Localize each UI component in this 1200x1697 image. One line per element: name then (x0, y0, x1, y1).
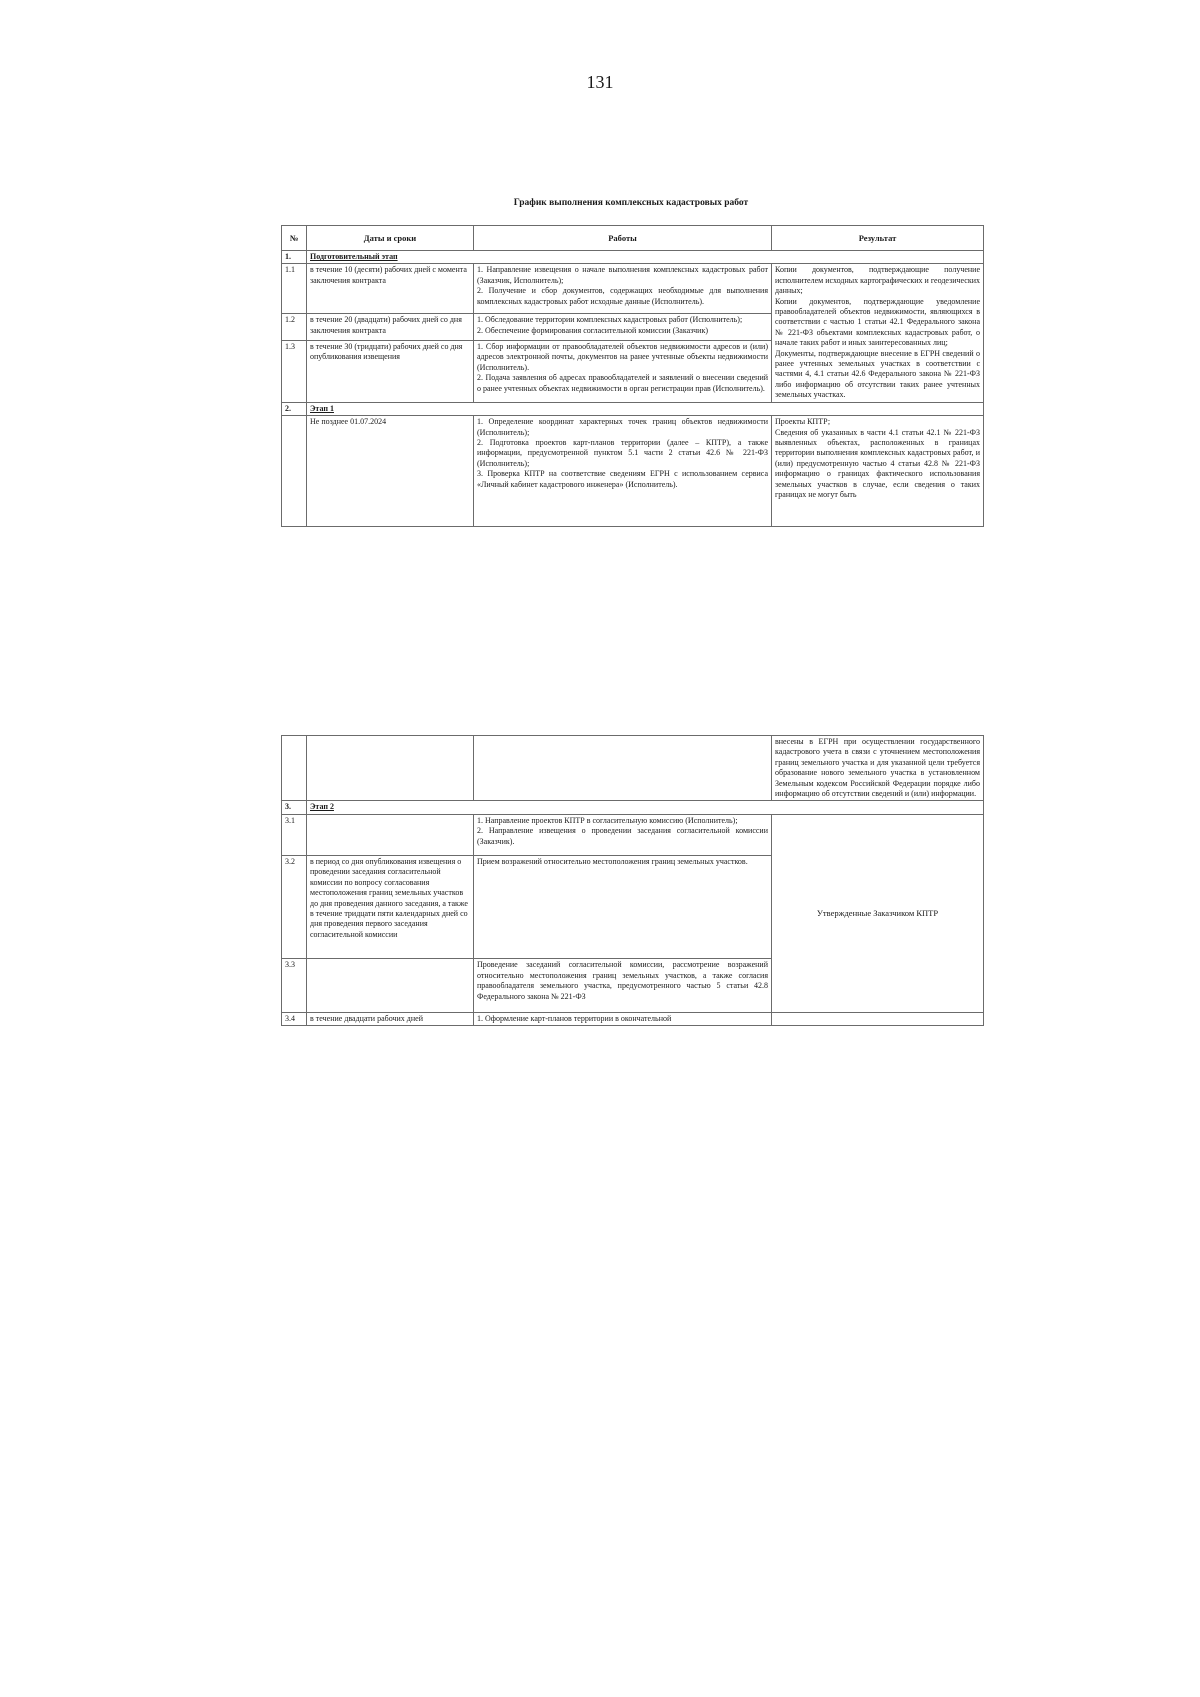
row-works (474, 341, 772, 403)
stage-number: 3. (282, 801, 307, 814)
result-item: Копии документов, подтверждающие получение исполнителем исходных картографических и геодезических данных; (775, 265, 980, 296)
row-result (772, 416, 984, 527)
result-item: Сведения об указанных в части 4.1 статьи 42.1 № 221-ФЗ выявленных объектах, расположенных в границах территории выполнения комплексных кадастровых работ, и (или) предусмотренную частью 4 статьи 42.8 № 221-ФЗ информацию о границах фактического использования земельных участков в случае, если сведения о таких границах не могут быть (775, 427, 980, 499)
work-item: 1. Направление извещения о начале выполнения комплексных кадастровых работ (Заказчик, Исполнитель); (477, 265, 768, 285)
row-number: 3.2 (282, 855, 307, 958)
table-row (282, 264, 984, 314)
row-works: Прием возражений относительно местоположения границ земельных участков. (474, 855, 772, 958)
row-dates (307, 736, 474, 801)
stage-row-2 (282, 801, 984, 814)
row-result (772, 264, 984, 402)
work-item: 2. Подача заявления об адресах правообладателей и заявлений о внесении сведений о ранее учтенных объектах недвижимости в орган регистрации прав (Исполнитель). (477, 373, 768, 393)
row-dates: в течение двадцати рабочих дней (307, 1012, 474, 1025)
row-works (474, 314, 772, 341)
stage-label: Этап 1 (307, 402, 984, 415)
stage-row-preparatory (282, 251, 984, 264)
row-works (474, 264, 772, 314)
row-number: 3.3 (282, 959, 307, 1013)
stage-number: 1. (282, 251, 307, 264)
row-works (474, 736, 772, 801)
row-result (772, 1012, 984, 1025)
table-header-row (282, 226, 984, 251)
work-item: 1. Направление проектов КПТР в согласительную комиссию (Исполнитель); (477, 815, 738, 825)
row-number: 3.1 (282, 814, 307, 855)
table-row (282, 1012, 984, 1025)
row-number (282, 416, 307, 527)
row-number: 1.1 (282, 264, 307, 314)
stage-number: 2. (282, 402, 307, 415)
header-works: Работы (474, 226, 772, 251)
result-item: Документы, подтверждающие внесение в ЕГРН сведений о ранее учтенных земельных участках в соответствии с частями 4, 4.1 статьи 42.6 Федерального закона № 221-ФЗ либо информацию об отсутствии таких ранее учтенных земельных участках. (775, 348, 980, 400)
result-item: Копии документов, подтверждающие уведомление правообладателей объектов недвижимости, являющихся в соответствии с частью 1 статьи 42.1 Федерального закона № 221-ФЗ объектами комплексных кадастровых работ, о начале таких работ и иных заинтересованных лиц; (775, 296, 980, 348)
table-row (282, 416, 984, 527)
row-works: Проведение заседаний согласительной комиссии, рассмотрение возражений относительно местоположения границ земельных участков, а также согласия правообладателя земельного участка, предусмотренного частью 5 статьи 42.8 Федерального закона № 221-ФЗ (474, 959, 772, 1013)
work-item: 1. Сбор информации от правообладателей объектов недвижимости адресов и (или) адресов электронной почты, документов на ранее учтенные объекты недвижимости (Исполнитель). (477, 342, 768, 372)
work-item: 2. Получение и сбор документов, содержащих необходимые для выполнения комплексных кадастровых работ исходные данные (Исполнитель). (477, 286, 768, 306)
work-item: 1. Определение координат характерных точек границ объектов недвижимости (Исполнитель); (477, 417, 768, 437)
page-number: 131 (586, 72, 614, 92)
table-row (282, 814, 984, 855)
row-number (282, 736, 307, 801)
row-dates (307, 814, 474, 855)
work-item: 1. Обследование территории комплексных кадастровых работ (Исполнитель); (477, 315, 743, 325)
row-dates: в течение 30 (тридцати) рабочих дней со дня опубликования извещения (307, 341, 474, 403)
result-item: Утвержденные Заказчиком КПТР (816, 908, 939, 919)
row-works (474, 416, 772, 527)
row-dates: в период со дня опубликования извещения о проведении заседания согласительной комиссии по вопросу согласования местоположения границ земельных участков до дня проведения данного заседания, а также в течение тридцати пяти календарных дней со дня проведения первого заседания согласительной комиссии (307, 855, 474, 958)
table-row-continuation (282, 736, 984, 801)
row-number: 1.2 (282, 314, 307, 341)
stage-label: Этап 2 (307, 801, 984, 814)
row-result: внесены в ЕГРН при осуществлении государственного кадастрового учета в связи с уточнением местоположения границ земельного участка и для указанной цели требуется образование нового земельного участка в установленном Земельным кодексом Российской Федерации порядке либо информацию об отсутствии сведений и (или) информации. (772, 736, 984, 801)
row-number: 3.4 (282, 1012, 307, 1025)
document-title: График выполнения комплексных кадастровых работ (513, 198, 749, 208)
row-works (474, 814, 772, 855)
result-item: Проекты КПТР; (775, 417, 831, 427)
header-dates: Даты и сроки (307, 226, 474, 251)
work-item: 2. Обеспечение формирования согласительной комиссии (Заказчик) (477, 325, 709, 335)
schedule-table-part-1 (281, 225, 984, 527)
stage-row-1 (282, 402, 984, 415)
stage-label: Подготовительный этап (307, 251, 984, 264)
work-item: 3. Проверка КПТР на соответствие сведениям ЕГРН с использованием сервиса «Личный кабинет кадастрового инженера» (Исполнитель). (477, 469, 768, 489)
row-dates (307, 959, 474, 1013)
row-works: 1. Оформление карт-планов территории в окончательной (474, 1012, 772, 1025)
work-item: 2. Подготовка проектов карт-планов территории (далее – КПТР), а также информации, предусмотренной пунктом 5.1 части 2 статьи 42.6 № 221-ФЗ (Исполнитель); (477, 437, 768, 468)
header-number: № (282, 226, 307, 251)
schedule-table-part-2 (281, 735, 984, 1026)
row-dates: в течение 20 (двадцати) рабочих дней со дня заключения контракта (307, 314, 474, 341)
work-item: 2. Направление извещения о проведении заседания согласительной комиссии (Заказчик). (477, 826, 768, 846)
row-dates: в течение 10 (десяти) рабочих дней с момента заключения контракта (307, 264, 474, 314)
row-number: 1.3 (282, 341, 307, 403)
row-dates: Не позднее 01.07.2024 (307, 416, 474, 527)
stage-2-result (772, 814, 984, 1012)
header-result: Результат (772, 226, 984, 251)
